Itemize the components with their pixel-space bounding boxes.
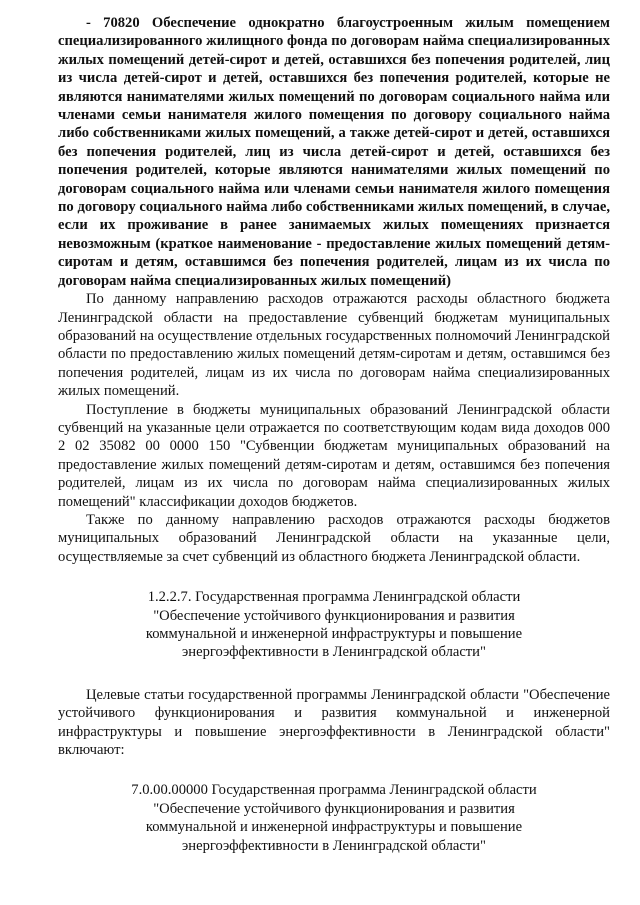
section-heading-line: 1.2.2.7. Государственная программа Ленинградской области xyxy=(147,589,521,606)
program-heading-line: 7.0.00.00000 Государственная программа Ленинградской области xyxy=(131,782,537,799)
section-heading-1-2-2-7 xyxy=(58,588,610,662)
section-heading-line: коммунальной и инженерной инфраструктуры и повышение xyxy=(145,626,523,642)
paragraph-municipal-expenses: Также по данному направлению расходов отражаются расходы бюджетов муниципальных образований Ленинградской области на указанные цели, осуществляемые за счет субвенций из областного бюджета Ленинградской области. xyxy=(58,511,610,565)
paragraph-70820: - 70820 Обеспечение однократно благоустроенным жилым помещением специализированного жилищного фонда по договорам найма специализированных жилых помещений детей-сирот и детей, оставшихся без попечения родителей, лиц из числа детей-сирот и детей, оставшихся без попечения родителей, которые не являются нанимателями жилых помещений по договорам социального найма или членами семьи нанимателя жилого помещения по договору социального найма либо собственниками жилых помещений, а также детей-сирот и детей, оставшихся без попечения родителей, лиц из числа детей-сирот и детей, оставшихся без попечения родителей, которые являются нанимателями жилых помещений по договорам социального найма или членами семьи нанимателя жилого помещения по договору социального найма либо собственниками жилых помещений, в случае, если их проживание в ранее занимаемых жилых помещениях признается невозможным (краткое наименование - предоставление жилых помещений детям-сиротам и детям, оставшимся без попечения родителей, лицам из их числа по договорам найма специализированных жилых помещений) xyxy=(58,15,610,289)
paragraph-income-codes: Поступление в бюджеты муниципальных образований Ленинградской области субвенций на указанные цели отражается по соответствующим кодам вида доходов 000 2 02 35082 00 0000 150 "Субвенции бюджетам муниципальных образований на предоставление жилых помещений детям-сиротам и детям, оставшимся без попечения родителей, лицам из их числа по договорам найма специализированных жилых помещений" классификации доходов бюджетов. xyxy=(58,401,610,510)
section-heading-line: энергоэффективности в Ленинградской области" xyxy=(182,644,486,661)
section-heading-line: "Обеспечение устойчивого функционирования и развития xyxy=(153,607,515,624)
document-page xyxy=(58,14,610,855)
paragraph-target-articles: Целевые статьи государственной программы Ленинградской области "Обеспечение устойчивого функционирования и развития коммунальной и инженерной инфраструктуры и повышение энергоэффективности в Ленинградской области" включают: xyxy=(58,686,610,759)
program-heading-line: энергоэффективности в Ленинградской области" xyxy=(182,837,486,854)
program-heading-line: "Обеспечение устойчивого функционирования и развития xyxy=(153,800,515,817)
program-heading-line: коммунальной и инженерной инфраструктуры и повышение xyxy=(145,819,523,836)
paragraph-expenses: По данному направлению расходов отражаются расходы областного бюджета Ленинградской области на предоставление субвенций бюджетам муниципальных образований на осуществление отдельных государственных полномочий Ленинградской области по предоставлению жилых помещений детям-сиротам и детям, оставшимся без попечения родителей, лицам из их числа по договорам найма специализированных жилых помещений. xyxy=(58,291,610,400)
program-heading-7-0-00-00000 xyxy=(58,781,610,855)
